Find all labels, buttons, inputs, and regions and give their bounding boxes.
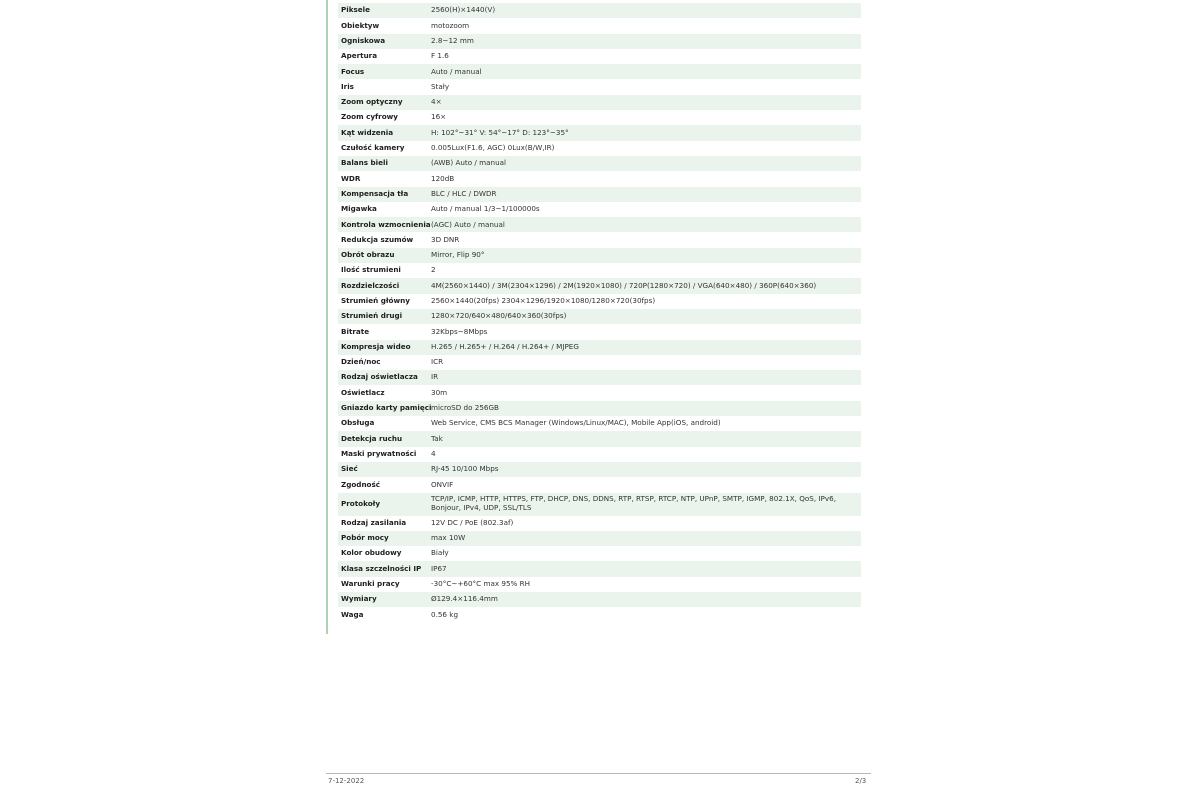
spec-row xyxy=(338,110,861,125)
spec-value: microSD do 256GB xyxy=(431,403,499,413)
spec-value: ONVIF xyxy=(431,479,454,489)
spec-label: Bitrate xyxy=(341,326,370,336)
spec-row xyxy=(338,577,861,592)
spec-row xyxy=(338,125,861,140)
footer-divider xyxy=(326,773,871,774)
spec-label: WDR xyxy=(341,173,361,183)
spec-label: Ogniskowa xyxy=(341,35,386,45)
spec-value: 3D DNR xyxy=(431,234,460,244)
spec-value: F 1.6 xyxy=(431,51,449,61)
spec-value: Stały xyxy=(431,81,450,91)
spec-value: ICR xyxy=(431,357,444,367)
spec-label: Klasa szczelności IP xyxy=(341,563,422,573)
spec-label: Sieć xyxy=(341,464,358,474)
spec-label: Kompresja wideo xyxy=(341,341,411,351)
spec-label: Warunki pracy xyxy=(341,579,400,589)
spec-row xyxy=(338,546,861,561)
spec-label: Focus xyxy=(341,66,365,76)
spec-label: Kompensacja tła xyxy=(341,188,409,198)
spec-row xyxy=(338,3,861,18)
spec-row xyxy=(338,156,861,171)
footer-date: 7-12-2022 xyxy=(328,777,365,785)
spec-value: 30m xyxy=(431,387,448,397)
spec-value: IP67 xyxy=(431,563,447,573)
spec-row xyxy=(338,232,861,247)
spec-value: Auto / manual xyxy=(431,66,482,76)
spec-value: (AGC) Auto / manual xyxy=(431,219,505,229)
spec-row xyxy=(338,187,861,202)
spec-label: Protokoły xyxy=(341,498,381,508)
spec-row xyxy=(338,294,861,309)
spec-value: max 10W xyxy=(431,533,466,543)
spec-value: IR xyxy=(431,372,439,382)
spec-row xyxy=(338,447,861,462)
spec-value: H: 102°~31° V: 54°~17° D: 123°~35° xyxy=(431,127,569,137)
spec-label: Migawka xyxy=(341,204,377,214)
spec-row xyxy=(338,561,861,576)
spec-row xyxy=(338,34,861,49)
spec-label: Waga xyxy=(341,609,364,619)
spec-row xyxy=(338,324,861,339)
spec-label: Balans bieli xyxy=(341,158,388,168)
spec-row xyxy=(338,516,861,531)
spec-row xyxy=(338,202,861,217)
spec-label: Piksele xyxy=(341,5,371,15)
spec-row xyxy=(338,309,861,324)
spec-row xyxy=(338,416,861,431)
spec-label: Strumień drugi xyxy=(341,311,403,321)
spec-row xyxy=(338,278,861,293)
spec-label: Zgodność xyxy=(341,479,381,489)
spec-row xyxy=(338,95,861,110)
footer-page-number: 2/3 xyxy=(855,777,867,785)
spec-value: 16× xyxy=(431,112,447,122)
spec-label: Obrót obrazu xyxy=(341,250,395,260)
spec-label: Kontrola wzmocnienia xyxy=(341,219,431,229)
spec-row xyxy=(338,493,861,516)
spec-row xyxy=(338,79,861,94)
spec-table xyxy=(338,3,861,623)
spec-label: Zoom cyfrowy xyxy=(341,112,398,122)
spec-value: Ø129.4×116.4mm xyxy=(431,594,498,604)
spec-label: Rodzaj oświetlacza xyxy=(341,372,418,382)
spec-row xyxy=(338,607,861,622)
left-accent-bar xyxy=(326,0,328,634)
spec-value: Mirror, Flip 90° xyxy=(431,250,485,260)
spec-row xyxy=(338,171,861,186)
spec-value: Web Service, CMS BCS Manager (Windows/Linux/MAC), Mobile App(iOS, android) xyxy=(431,418,721,428)
spec-row xyxy=(338,462,861,477)
spec-value: TCP/IP, ICMP, HTTP, HTTPS, FTP, DHCP, DNS, DDNS, RTP, RTSP, RTCP, NTP, UPnP, SMTP, IGMP, 802.1X, QoS, IPv6, Bonjour, IPv4, UDP, SSL/TLS xyxy=(431,494,837,512)
spec-label: Czułość kamery xyxy=(341,143,405,153)
spec-value: 32Kbps~8Mbps xyxy=(431,326,488,336)
spec-label: Iris xyxy=(341,81,354,91)
spec-label: Maski prywatności xyxy=(341,448,417,458)
spec-label: Apertura xyxy=(341,51,378,61)
spec-row xyxy=(338,385,861,400)
spec-label: Obsługa xyxy=(341,418,375,428)
spec-value: Biały xyxy=(431,548,449,558)
spec-row xyxy=(338,217,861,232)
spec-row xyxy=(338,355,861,370)
spec-value: RJ-45 10/100 Mbps xyxy=(431,464,499,474)
spec-row xyxy=(338,18,861,33)
spec-value: 0.56 kg xyxy=(431,609,459,619)
spec-value: 1280×720/640×480/640×360(30fps) xyxy=(431,311,567,321)
spec-label: Kąt widzenia xyxy=(341,127,394,137)
spec-row xyxy=(338,340,861,355)
spec-label: Gniazdo karty pamięci xyxy=(341,403,432,413)
spec-value: Tak xyxy=(431,433,443,443)
spec-label: Wymiary xyxy=(341,594,377,604)
spec-value: 4× xyxy=(431,97,442,107)
spec-label: Strumień główny xyxy=(341,295,410,305)
spec-row xyxy=(338,248,861,263)
spec-label: Redukcja szumów xyxy=(341,234,414,244)
spec-row xyxy=(338,370,861,385)
spec-value: 2560×1440(20fps) 2304×1296/1920×1080/1280×720(30fps) xyxy=(431,295,656,305)
spec-value: motozoom xyxy=(431,20,470,30)
spec-label: Obiektyw xyxy=(341,20,380,30)
spec-label: Pobór mocy xyxy=(341,533,389,543)
spec-value: 4M(2560×1440) / 3M(2304×1296) / 2M(1920×1080) / 720P(1280×720) / VGA(640×480) / 360P(640×360) xyxy=(431,280,817,290)
spec-label: Kolor obudowy xyxy=(341,548,402,558)
spec-value: -30°C~+60°C max 95% RH xyxy=(431,579,531,589)
spec-label: Ilość strumieni xyxy=(341,265,401,275)
spec-value: 120dB xyxy=(431,173,455,183)
spec-value: BLC / HLC / DWDR xyxy=(431,188,497,198)
spec-value: 4 xyxy=(431,448,436,458)
spec-row xyxy=(338,64,861,79)
spec-row xyxy=(338,592,861,607)
spec-row xyxy=(338,141,861,156)
spec-value: 12V DC / PoE (802.3af) xyxy=(431,517,514,527)
spec-value: (AWB) Auto / manual xyxy=(431,158,507,168)
spec-value: 2560(H)×1440(V) xyxy=(431,5,496,15)
spec-label: Dzień/noc xyxy=(341,357,381,367)
spec-value: 2 xyxy=(431,265,436,275)
spec-label: Oświetlacz xyxy=(341,387,385,397)
spec-value: H.265 / H.265+ / H.264 / H.264+ / MJPEG xyxy=(431,341,579,351)
spec-label: Detekcja ruchu xyxy=(341,433,403,443)
spec-row xyxy=(338,49,861,64)
spec-label: Zoom optyczny xyxy=(341,97,403,107)
spec-row xyxy=(338,531,861,546)
spec-label: Rozdzielczości xyxy=(341,280,400,290)
spec-row xyxy=(338,431,861,446)
spec-row xyxy=(338,477,861,492)
spec-label: Rodzaj zasilania xyxy=(341,517,407,527)
spec-row xyxy=(338,263,861,278)
spec-row xyxy=(338,401,861,416)
spec-value: 0.005Lux(F1.6, AGC) 0Lux(B/W,IR) xyxy=(431,143,555,153)
spec-value: 2.8~12 mm xyxy=(431,35,474,45)
spec-value: Auto / manual 1/3~1/100000s xyxy=(431,204,540,214)
